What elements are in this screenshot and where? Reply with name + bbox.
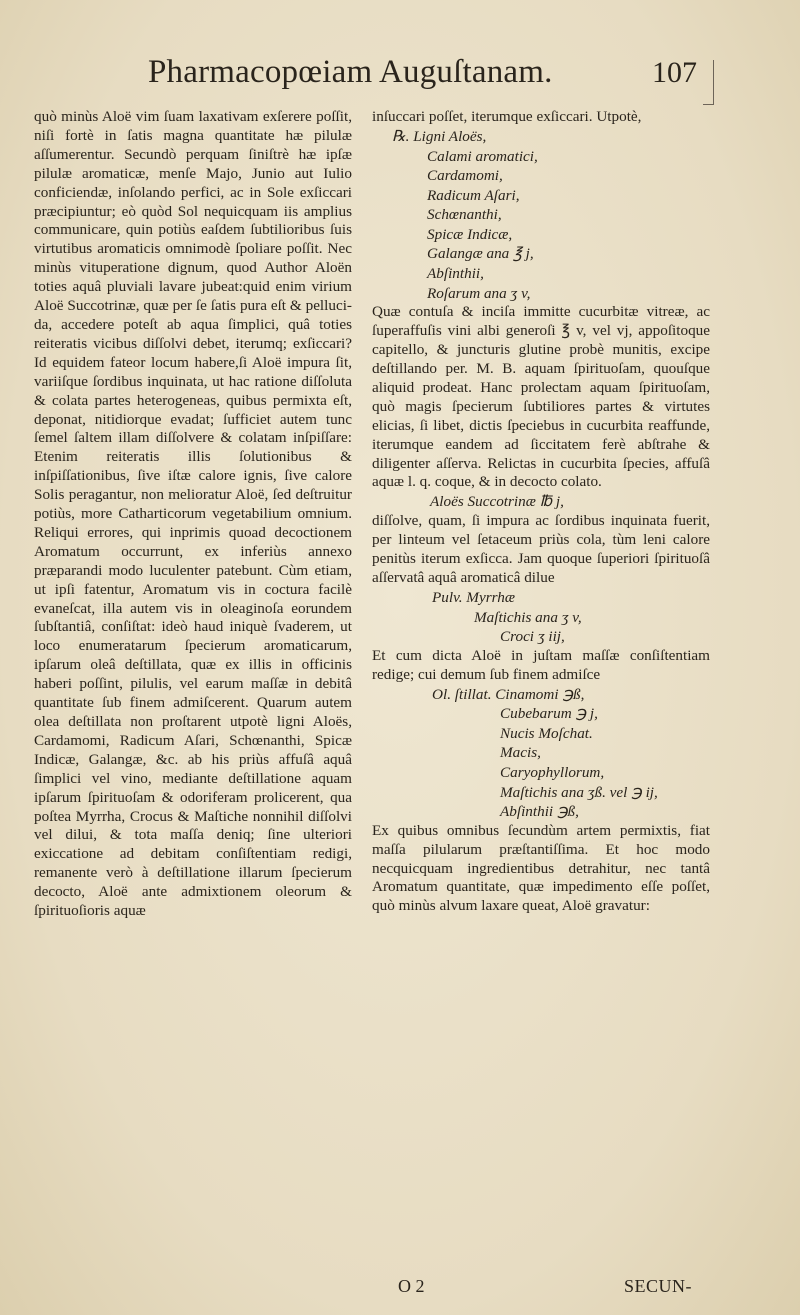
recipe-2-line: Croci ʒ iij, [500, 628, 565, 646]
recipe-3-line: Caryophyllorum, [500, 763, 605, 781]
recipe-2 [372, 588, 710, 647]
recipe-2-line: Maſtichis ana ʒ v, [474, 608, 582, 626]
recipe-1-line: Cardamomi, [427, 167, 503, 185]
recipe-1-line: Radicum Aſari, [427, 186, 520, 204]
recipe-2-line: Pulv. Myrrhæ [432, 588, 515, 606]
right-para-2: diſſolve, quam, ſi impura ac ſordibus inquinata fuerit, per linteum vel ſetaceum priùs cola, tùm leni calore penitùs iterum exſicca. Jam quoque ſuperiori ſpirituoſâ aſſervatâ aquâ aromaticâ dilue [372, 512, 710, 587]
corner-rule [703, 60, 714, 105]
recipe-3-line: Abſinthii ℈ß, [500, 803, 579, 821]
right-para-1: Quæ contuſa & inciſa immitte cucurbitæ vitreæ, ac ſuperaffuſis vini albi generoſi ℥ v, vel vj, appoſitoque capitello, & juncturis glutine probè munitis, excipe deſtillando per. M. B. aquam ſpirituoſam, quouſque aliquid prodeat. Hanc prolectam aquam ſpirituoſam, quò magis ſpecierum ſubtiliores partes & virtutes elicias, ſi libet, dictis ſpeciebus in cucurbita reaffunde, iterumque eandem ad ſiccitatem ferè abſtrahe & diligenter aſſerva. Relictas in cucurbita ſpecies, affuſâ aquæ l. q. coque, & in decocto colato. [372, 303, 710, 491]
signature-mark: O 2 [398, 1276, 425, 1296]
right-column [372, 108, 710, 916]
recipe-3 [372, 685, 710, 822]
page-number: 107 [652, 56, 697, 89]
recipe-1-line: Abſinthii, [427, 265, 484, 283]
recipe-3-line: Macis, [500, 744, 541, 762]
right-para-4: Ex quibus omnibus ſecundùm artem permixtis, fiat maſſa pilularum præſtantiſſima. Et hoc modo necquicquam ingredientibus detrahitur, nec tantâ Aromatum quantitate, quæ impedimento eſſe poſſet, quò minùs alvum laxare queat, Aloë gravatur: [372, 821, 710, 915]
catchword: SECUN- [624, 1276, 693, 1296]
right-intro: inſuccari poſſet, iterumque exſiccari. Utpotè, [372, 108, 642, 125]
left-column [34, 108, 352, 921]
left-column-text: quò minùs Aloë vim ſuam laxativam exſerere poſſit, niſi fortè in ſatis magna quantitate hæ pilulæ aſſumerentur. Secundò perquam ſiniſtrè hæ ipſæ pilulæ aromaticæ, menſe Majo, Junio aut Iulio conficiendæ, inſolando perfici, ac in Sole exſiccari præcipiuntur; eò quòd Sol nequicquam iis amplius communicare, quin potiùs eaſdem ſubtilioribus ſuis virtutibus aromaticis omnimodè ſpoliare poſſit. Nec minùs vituperatione dignum, quod Author Aloën toties aquâ pluviali lavare jubeat:quid enim virium Aloë Succotrinæ, quæ per ſe ſatis pura eſt & pelluci-da, accedere poteſt ab aqua ſimplici, quâ toties reiteratis vicibus diſſolvi debet, iterumq; exſiccari? Id equidem fateor locum habere,ſi Aloë impura ſit, variiſque ſordibus inquinata, ut hac ratione diſſoluta & colata partes heterogeneas, quibus permixta eſt, deponat, nitidiorque evadat; ſufficiet autem tunc ſemel ſaltem illam diſſolvere & colatam inſpiſſare: Etenim reiteratis illis ſolutionibus & inſpiſſationibus, ſive iſtæ calore ignis, ſive calore Solis peragantur, non melioratur Aloë, ſed deſtruitur potiùs, more Catharticorum vegetabilium omnium. Reliqui errores, qui inprimis quoad decoctionem Aromatum occurrunt, ex inferiùs annexo præparandi modo luculenter patebunt. Cùm etiam, ut ipſi fatentur, Aromatum vis in coctura facilè evaneſcat, illa autem vis in oleaginoſa eorundem ſubſtantiâ, conſiſtat: ideò haud iniquè ſvaderem, ut loco enumeratarum ſpecierum aromaticarum, ipſarum oleâ deſtillata, quæ ex illis in officinis haberi poſſint, pilulis, vel earum maſſæ in debitâ quantitate ſub finem admiſcerent. Quarum autem olea deſtillata non proſtarent utpotè ligni Aloës, Cardamomi, Radicum Aſari, Schœnanthi, Spicæ Indicæ, Galangæ, &c. ab his priùs affuſâ aquâ ſimplici vel vino, mediante deſtillatione aquam ipſarum ſpirituoſam & odoriferam prolicerent, qua poſtea Myrrha, Crocus & Maſtiche nonnihil diſſolvi vel dilui, & tota maſſa deniq; ſine ulteriori exiccatione ad debitam conſiſtentiam redigi, remanente verò à deſtillatione illarum ſpecierum decocto, Aloë ante admixtionem oleorum & ſpirituoſioris aquæ [34, 108, 352, 920]
recipe-3-line: Cubebarum ℈ j, [500, 705, 598, 723]
recipe-3-line: Maſtichis ana ʒß. vel ℈ ij, [500, 783, 658, 801]
recipe-3-line: Ol. ſtillat. Cinamomi ℈ß, [432, 685, 585, 703]
recipe-1-line: Spicæ Indicæ, [427, 225, 513, 243]
right-para-3: Et cum dicta Aloë in juſtam maſſæ conſiſtentiam redige; cui demum ſub finem admiſce [372, 646, 710, 683]
recipe-1-line: Roſarum ana ʒ v, [427, 284, 531, 302]
recipe-1 [372, 127, 710, 303]
page-footer [0, 1276, 800, 1306]
aloe-line: Aloës Succotrinæ ℔ j, [430, 493, 564, 511]
recipe-1-line: Calami aromatici, [427, 147, 538, 165]
running-header [0, 54, 800, 106]
recipe-1-line: ℞. Ligni Aloës, [392, 127, 487, 145]
recipe-1-line: Schœnanthi, [427, 206, 502, 224]
running-title: Pharmacopœiam Auguſtanam. [148, 54, 553, 90]
recipe-3-line: Nucis Moſchat. [500, 724, 593, 742]
recipe-1-line: Galangæ ana ℥ j, [427, 245, 534, 263]
